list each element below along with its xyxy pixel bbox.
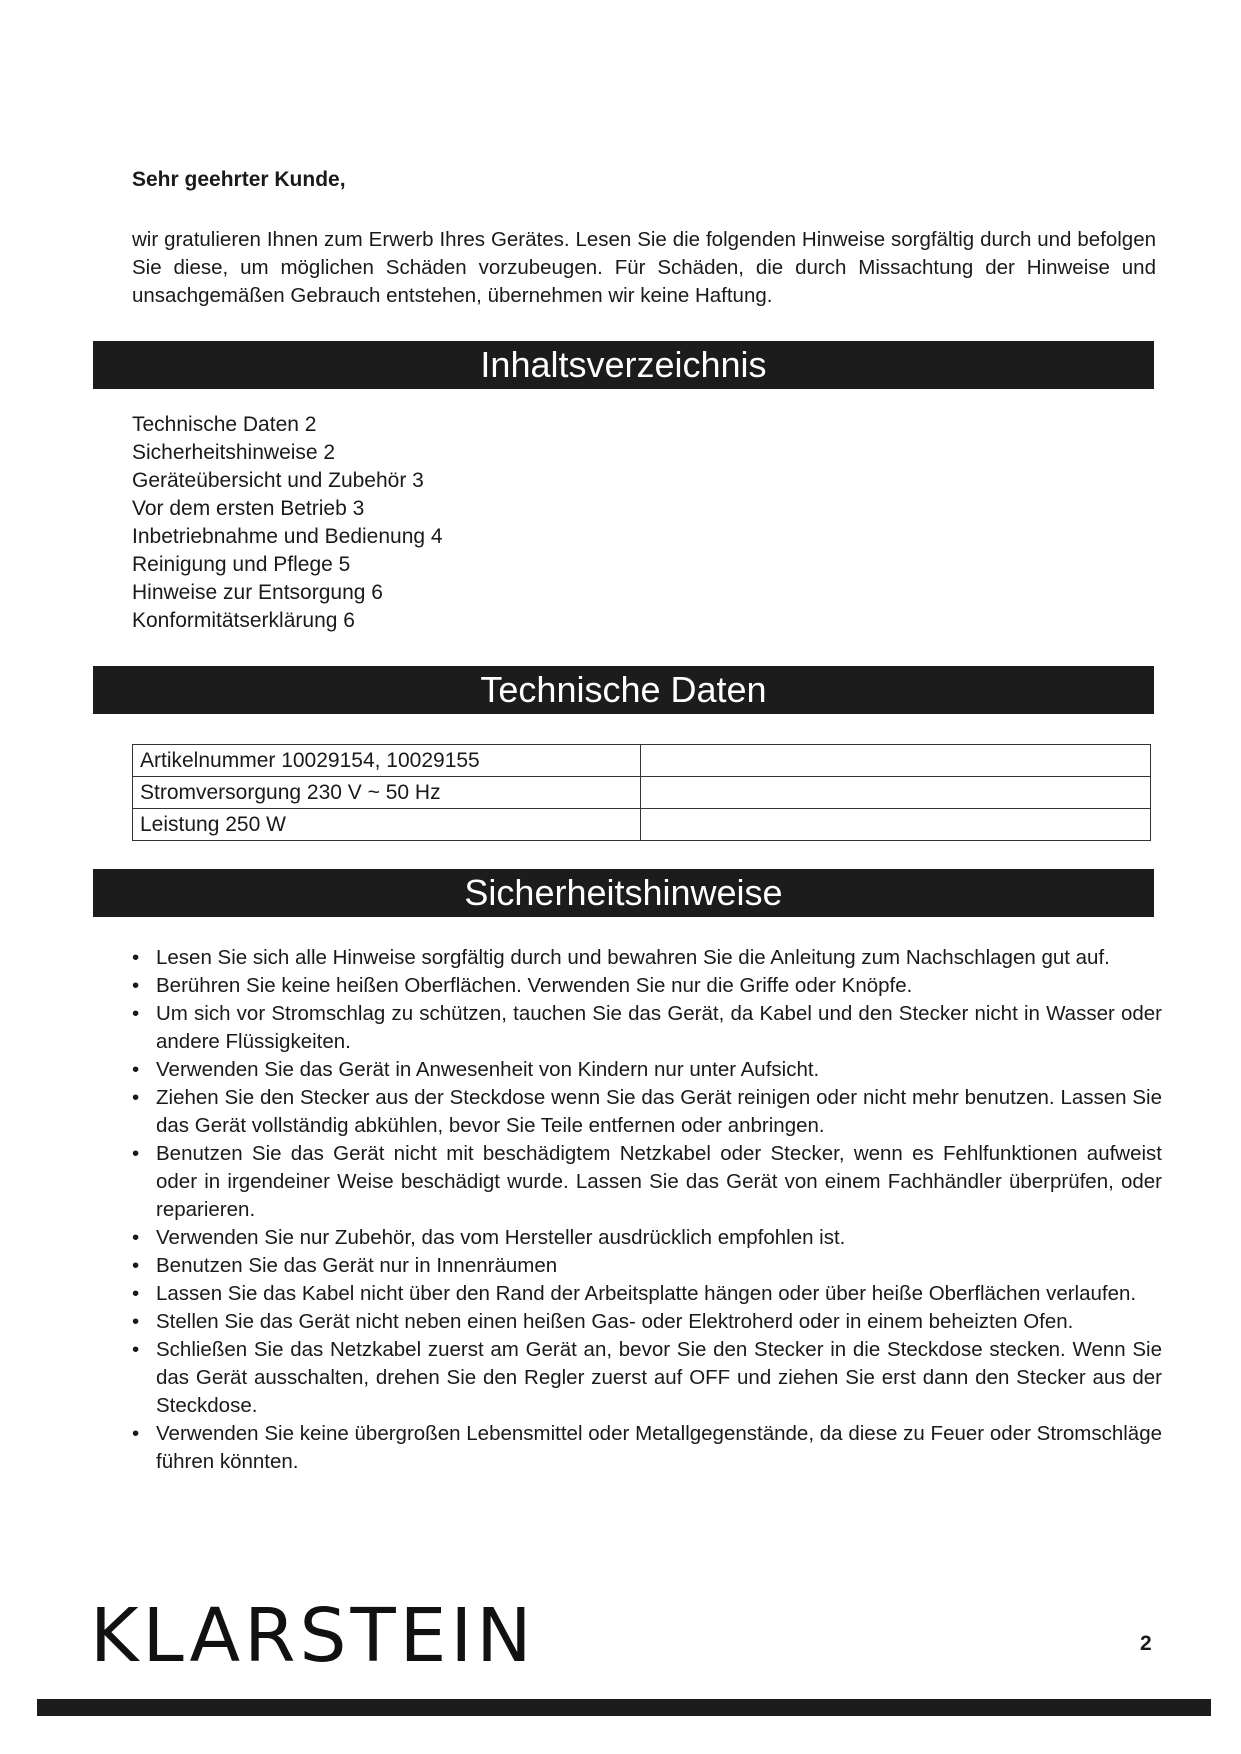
table-of-contents [132,411,443,635]
safety-item: • Um sich vor Stromschlag zu schützen, tauchen Sie das Gerät, da Kabel und den Stecker nicht in Wasser oder andere Flüssigkeiten. [132,1002,1162,1053]
safety-item: • Benutzen Sie das Gerät nur in Innenräumen [132,1252,1162,1280]
toc-item: Hinweise zur Entsorgung 6 [132,581,383,604]
spec-value [641,809,1151,841]
spec-table [132,744,1151,841]
spec-label: Artikelnummer 10029154, 10029155 [133,745,641,777]
spec-value [641,777,1151,809]
toc-item: Geräteübersicht und Zubehör 3 [132,469,424,492]
safety-heading: Sicherheitshinweise [93,869,1154,917]
safety-list [132,944,1162,1476]
safety-item: • Stellen Sie das Gerät nicht neben einen heißen Gas- oder Elektroherd oder in einem beheizten Ofen. [132,1308,1162,1336]
toc-item: Reinigung und Pflege 5 [132,553,351,576]
bullet-icon: • [132,1086,140,1109]
bullet-icon: • [132,974,140,997]
safety-item: • Verwenden Sie nur Zubehör, das vom Hersteller ausdrücklich empfohlen ist. [132,1224,1162,1252]
spec-row [133,809,1151,841]
safety-item: • Schließen Sie das Netzkabel zuerst am Gerät an, bevor Sie den Stecker in die Steckdose stecken. Wenn Sie das Gerät ausschalten, drehen Sie den Regler zuerst auf OFF und ziehen Sie erst dann den Stecker aus der Steckdose. [132,1338,1162,1417]
spec-row [133,745,1151,777]
intro-paragraph: wir gratulieren Ihnen zum Erwerb Ihres Gerätes. Lesen Sie die folgenden Hinweise sorgfältig durch und befolgen Sie diese, um möglichen Schäden vorzubeugen. Für Schäden, die durch Missachtung der Hinweise und unsachgemäßen Gebrauch entstehen, übernehmen wir keine Haftung. [132,228,1156,307]
bullet-icon: • [132,1310,140,1333]
safety-item: • Benutzen Sie das Gerät nicht mit beschädigtem Netzkabel oder Stecker, wenn es Fehlfunktionen aufweist oder in irgendeiner Weise beschädigt wurde. Lassen Sie das Gerät von einem Fachhändler überprüfen, oder reparieren. [132,1142,1162,1221]
footer-bar [37,1699,1211,1716]
spec-label: Leistung 250 W [133,809,641,841]
toc-item: Vor dem ersten Betrieb 3 [132,497,365,520]
bullet-icon: • [132,1058,140,1081]
greeting: Sehr geehrter Kunde, [132,168,346,191]
bullet-icon: • [132,1282,140,1305]
bullet-icon: • [132,946,140,969]
toc-heading: Inhaltsverzeichnis [93,341,1154,389]
toc-item: Technische Daten 2 [132,413,317,436]
toc-item: Sicherheitshinweise 2 [132,441,336,464]
safety-item: • Ziehen Sie den Stecker aus der Steckdose wenn Sie das Gerät reinigen oder nicht mehr benutzen. Lassen Sie das Gerät vollständig abkühlen, bevor Sie Teile entfernen oder anbringen. [132,1086,1162,1137]
bullet-icon: • [132,1338,140,1361]
spec-label: Stromversorgung 230 V ~ 50 Hz [133,777,641,809]
bullet-icon: • [132,1422,140,1445]
bullet-icon: • [132,1254,140,1277]
safety-item: • Lassen Sie das Kabel nicht über den Rand der Arbeitsplatte hängen oder über heiße Oberflächen verlaufen. [132,1280,1162,1308]
bullet-icon: • [132,1002,140,1025]
safety-item: • Verwenden Sie das Gerät in Anwesenheit von Kindern nur unter Aufsicht. [132,1056,1162,1084]
safety-item: • Berühren Sie keine heißen Oberflächen. Verwenden Sie nur die Griffe oder Knöpfe. [132,972,1162,1000]
bullet-icon: • [132,1226,140,1249]
toc-item: Konformitätserklärung 6 [132,609,355,632]
safety-item: • Lesen Sie sich alle Hinweise sorgfältig durch und bewahren Sie die Anleitung zum Nachschlagen gut auf. [132,944,1162,972]
bullet-icon: • [132,1142,140,1165]
tech-heading: Technische Daten [93,666,1154,714]
toc-item: Inbetriebnahme und Bedienung 4 [132,525,443,548]
spec-value [641,745,1151,777]
page-number: 2 [1140,1632,1152,1655]
safety-item: • Verwenden Sie keine übergroßen Lebensmittel oder Metallgegenstände, da diese zu Feuer oder Stromschläge führen könnten. [132,1422,1162,1473]
spec-row [133,777,1151,809]
brand-logo: KLARSTEIN [90,1593,536,1679]
